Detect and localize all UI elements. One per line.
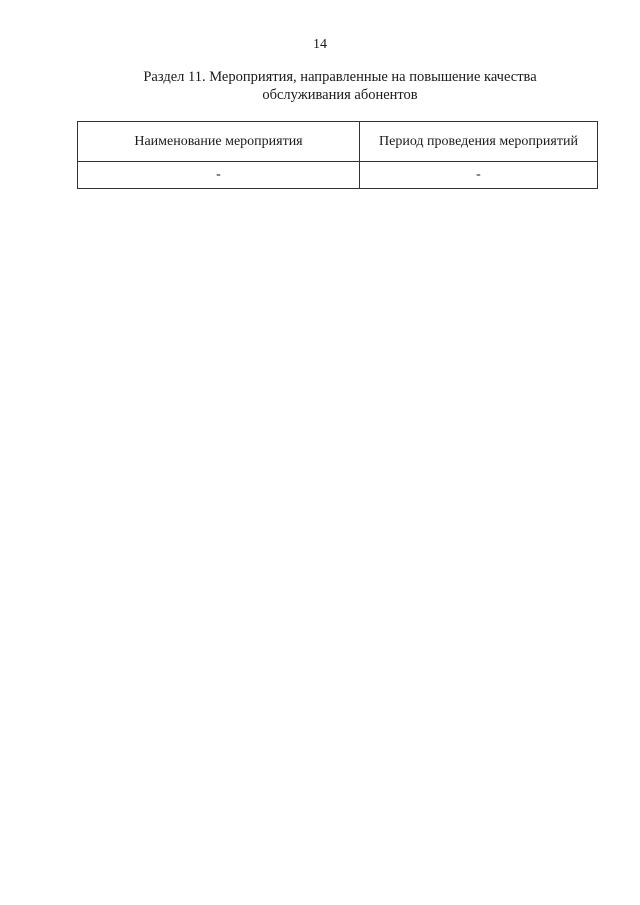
table-header-row xyxy=(78,122,598,162)
cell-activity-period: - xyxy=(360,162,598,189)
header-activity-period: Период проведения мероприятий xyxy=(360,122,598,162)
section-title-line-1: Раздел 11. Мероприятия, направленные на повышение качества xyxy=(143,69,537,85)
table-row xyxy=(78,162,598,189)
cell-activity-name: - xyxy=(78,162,360,189)
section-title-line-2: обслуживания абонентов xyxy=(262,87,418,103)
page-number: 14 xyxy=(313,37,327,52)
activities-table xyxy=(77,121,598,189)
section-title xyxy=(100,68,580,104)
header-activity-name: Наименование мероприятия xyxy=(78,122,360,162)
